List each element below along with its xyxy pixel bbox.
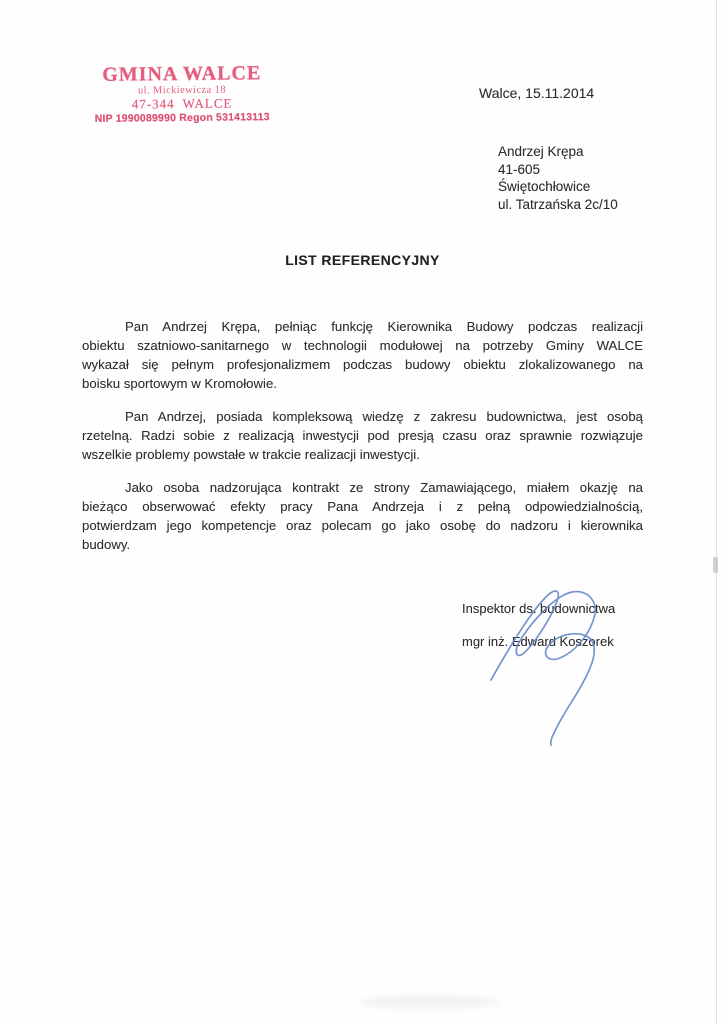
- sender-stamp: [84, 62, 281, 126]
- body-line: wszelkie problemy powstałe w trakcie realizacji inwestycji.: [82, 447, 420, 462]
- scan-smudge-artifact: [713, 557, 718, 573]
- signoff-name: mgr inż. Edward Koszorek: [462, 634, 614, 649]
- recipient-block: [498, 143, 618, 213]
- stamp-nip-regon: NIP 1990089990 Regon 531413113: [94, 111, 270, 125]
- scan-bottom-smudge-artifact: [360, 995, 500, 1009]
- signoff-role: Inspektor ds. budownictwa: [462, 601, 616, 616]
- body-line: Pan Andrzej, posiada kompleksową wiedzę z zakresu budownictwa, jest osobą: [125, 409, 643, 424]
- body-paragraph: [82, 478, 643, 554]
- body-line: obiektu szatniowo-sanitarnego w technologii modułowej na potrzeby Gminy WALCE: [82, 338, 643, 353]
- recipient-name: Andrzej Krępa: [498, 144, 584, 159]
- body-line: rzetelną. Radzi sobie z realizacją inwestycji pod presją czasu oraz sprawnie rozwiązuje: [82, 428, 643, 443]
- scan-edge-artifact: [716, 0, 717, 1024]
- stamp-street: ul. Mickiewicza 18: [137, 84, 227, 97]
- body-line: bieżąco obserwować efekty pracy Pana Andrzeja i z pełną odpowiedzialnością,: [82, 499, 643, 514]
- body-line: Jako osoba nadzorująca kontrakt ze strony Zamawiającego, miałem okazję na: [125, 480, 643, 495]
- body-line: potwierdzam jego kompetencje oraz polecam go jako osobę do nadzoru i kierownika: [82, 518, 643, 533]
- dateline: Walce, 15.11.2014: [479, 85, 595, 101]
- stamp-postal-city: 47-344 WALCE: [131, 95, 233, 112]
- recipient-postal-code: 41-605: [498, 161, 541, 177]
- recipient-street: ul. Tatrzańska 2c/10: [498, 196, 618, 212]
- stamp-org-name: GMINA WALCE: [102, 62, 262, 86]
- letter-body: [82, 317, 643, 554]
- body-paragraph: [82, 317, 643, 393]
- letter-title: LIST REFERENCYJNY: [285, 252, 440, 268]
- body-line: budowy.: [82, 537, 131, 552]
- body-line: wykazał się pełnym profesjonalizmem podczas budowy obiektu zlokalizowanego na: [82, 357, 643, 372]
- body-line: Pan Andrzej Krępa, pełniąc funkcję Kierownika Budowy podczas realizacji: [125, 319, 643, 334]
- recipient-city: Świętochłowice: [498, 179, 591, 194]
- body-line: boisku sportowym w Kromołowie.: [82, 376, 277, 391]
- body-paragraph: [82, 407, 643, 464]
